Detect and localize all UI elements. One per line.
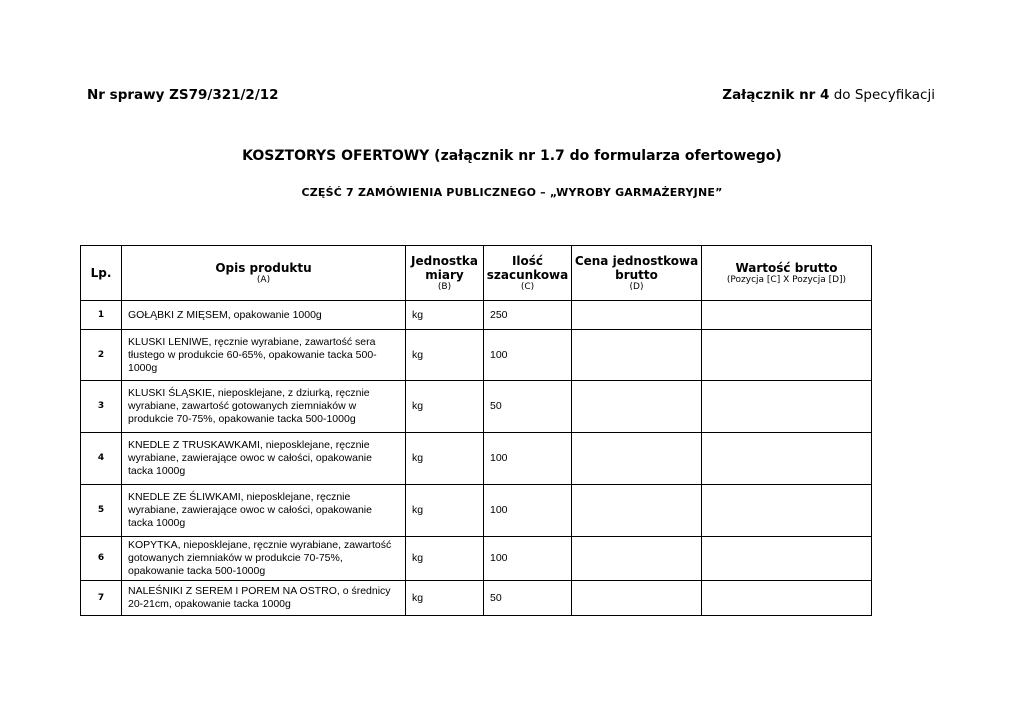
table-row (81, 381, 872, 433)
row-total-value[interactable] (702, 330, 872, 381)
row-quantity: 100 (484, 330, 572, 381)
row-lp: 2 (81, 330, 122, 381)
col-header-quantity: Ilość szacunkowa (C) (484, 246, 572, 301)
row-lp: 1 (81, 301, 122, 330)
document-title: KOSZTORYS OFERTOWY (załącznik nr 1.7 do formularza ofertowego) (242, 148, 782, 164)
table-header-row (81, 246, 872, 301)
row-description: GOŁĄBKI Z MIĘSEM, opakowanie 1000g (122, 301, 406, 330)
row-total-value[interactable] (702, 381, 872, 433)
row-lp: 4 (81, 433, 122, 485)
row-total-value[interactable] (702, 485, 872, 537)
row-unit: kg (406, 301, 484, 330)
row-unit-price[interactable] (572, 301, 702, 330)
attachment-number: Załącznik nr 4 (722, 87, 830, 103)
row-lp: 7 (81, 581, 122, 616)
row-unit-price[interactable] (572, 485, 702, 537)
row-description: NALEŚNIKI Z SEREM I POREM NA OSTRO, o średnicy 20-21cm, opakowanie tacka 1000g (122, 581, 406, 616)
col-header-unit-price: Cena jednostkowa brutto (D) (572, 246, 702, 301)
attachment-label (722, 87, 935, 103)
case-number: Nr sprawy ZS79/321/2/12 (87, 87, 279, 103)
row-unit-price[interactable] (572, 537, 702, 581)
row-unit: kg (406, 381, 484, 433)
row-total-value[interactable] (702, 301, 872, 330)
row-unit: kg (406, 581, 484, 616)
row-unit-price[interactable] (572, 581, 702, 616)
row-quantity: 100 (484, 433, 572, 485)
row-quantity: 50 (484, 381, 572, 433)
row-lp: 5 (81, 485, 122, 537)
row-unit: kg (406, 537, 484, 581)
row-quantity: 50 (484, 581, 572, 616)
row-description: KNEDLE ZE ŚLIWKAMI, nieposklejane, ręcznie wyrabiane, zawierające owoc w całości, opakowanie tacka 1000g (122, 485, 406, 537)
row-quantity: 100 (484, 537, 572, 581)
attachment-suffix: do Specyfikacji (829, 87, 935, 103)
row-description: KLUSKI LENIWE, ręcznie wyrabiane, zawartość sera tłustego w produkcie 60-65%, opakowanie tacka 500-1000g (122, 330, 406, 381)
table-row (81, 301, 872, 330)
col-header-total-value: Wartość brutto (Pozycja [C] X Pozycja [D]) (702, 246, 872, 301)
row-unit: kg (406, 485, 484, 537)
row-unit-price[interactable] (572, 433, 702, 485)
table-row (81, 330, 872, 381)
row-quantity: 100 (484, 485, 572, 537)
row-description: KOPYTKA, nieposklejane, ręcznie wyrabiane, zawartość gotowanych ziemniaków w produkcie 70-75%, opakowanie tacka 500-1000g (122, 537, 406, 581)
col-header-lp: Lp. (81, 246, 122, 301)
col-header-unit: Jednostka miary (B) (406, 246, 484, 301)
table-row (81, 537, 872, 581)
row-total-value[interactable] (702, 537, 872, 581)
col-header-description: Opis produktu (A) (122, 246, 406, 301)
row-total-value[interactable] (702, 433, 872, 485)
row-lp: 6 (81, 537, 122, 581)
row-unit-price[interactable] (572, 381, 702, 433)
row-unit: kg (406, 433, 484, 485)
document-subtitle: CZĘŚĆ 7 ZAMÓWIENIA PUBLICZNEGO – „WYROBY GARMAŻERYJNE” (301, 186, 723, 199)
row-lp: 3 (81, 381, 122, 433)
table-row (81, 581, 872, 616)
row-description: KLUSKI ŚLĄSKIE, nieposklejane, z dziurką, ręcznie wyrabiane, zawartość gotowanych ziemniaków w produkcie 70-75%, opakowanie tacka 500-1000g (122, 381, 406, 433)
row-quantity: 250 (484, 301, 572, 330)
row-description: KNEDLE Z TRUSKAWKAMI, nieposklejane, ręcznie wyrabiane, zawierające owoc w całości, opakowanie tacka 1000g (122, 433, 406, 485)
row-total-value[interactable] (702, 581, 872, 616)
row-unit: kg (406, 330, 484, 381)
cost-estimate-table (80, 245, 872, 616)
table-row (81, 433, 872, 485)
row-unit-price[interactable] (572, 330, 702, 381)
table-row (81, 485, 872, 537)
